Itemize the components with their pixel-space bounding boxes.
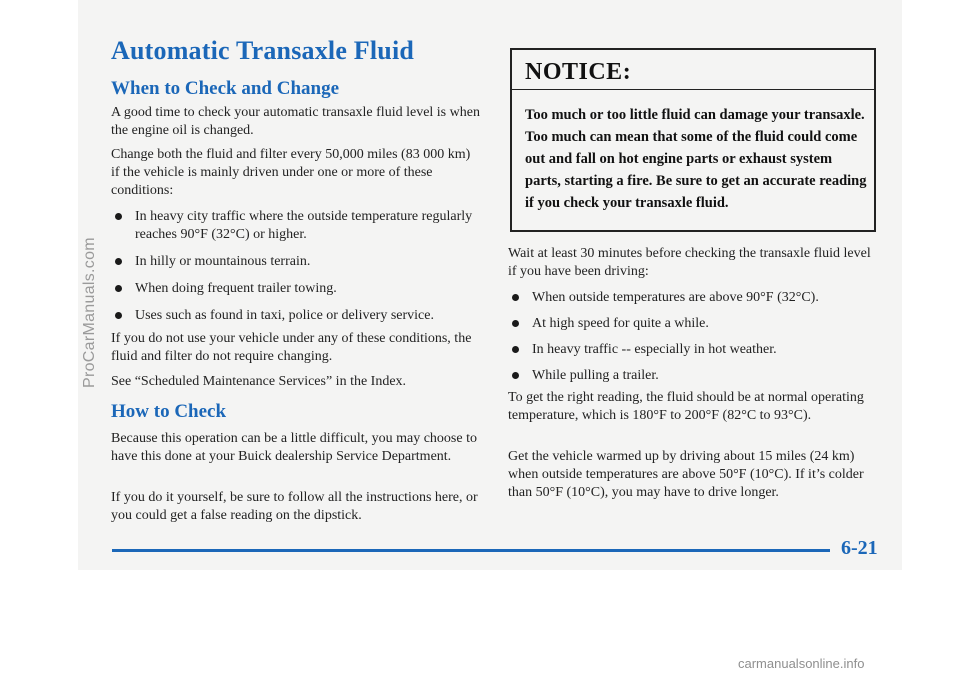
list-item bbox=[111, 253, 483, 271]
bullet-icon bbox=[512, 320, 519, 327]
list-item bbox=[111, 307, 483, 325]
notice-box bbox=[510, 48, 876, 232]
list-item bbox=[508, 289, 880, 307]
notice-title: NOTICE: bbox=[525, 59, 632, 85]
bullet-icon bbox=[115, 312, 122, 319]
left-paragraph-5: Because this operation can be a little difficult, you may choose to have this done at your Buick dealership Service Department. bbox=[111, 431, 477, 464]
page-title: Automatic Transaxle Fluid bbox=[111, 36, 415, 65]
list-item-text: When doing frequent trailer towing. bbox=[135, 281, 337, 296]
left-paragraph-3: If you do not use your vehicle under any of these conditions, the fluid and filter do not require changing. bbox=[111, 331, 472, 364]
list-item bbox=[111, 280, 483, 298]
list-item-text: In heavy traffic -- especially in hot weather. bbox=[532, 342, 777, 357]
side-watermark: ProCarManuals.com bbox=[81, 237, 98, 388]
right-paragraph-3: Get the vehicle warmed up by driving about 15 miles (24 km) when outside temperatures are above 50°F (10°C). If it’s colder than 50°F (10°C), you may have to drive longer. bbox=[508, 449, 864, 500]
bullet-icon bbox=[115, 258, 122, 265]
bullet-icon bbox=[115, 285, 122, 292]
right-paragraph-2: To get the right reading, the fluid should be at normal operating temperature, which is 180°F to 200°F (82°C to 93°C). bbox=[508, 390, 864, 423]
list-item-text: When outside temperatures are above 90°F (32°C). bbox=[532, 290, 819, 305]
page-number: 6-21 bbox=[841, 537, 878, 559]
bullet-icon bbox=[512, 346, 519, 353]
list-item-text: At high speed for quite a while. bbox=[532, 316, 709, 331]
section-heading-when-to-check: When to Check and Change bbox=[111, 78, 340, 99]
footer-watermark: carmanualsonline.info bbox=[738, 656, 865, 671]
left-conditions-list bbox=[111, 208, 483, 325]
footer-rule bbox=[112, 549, 830, 552]
notice-header bbox=[512, 50, 874, 90]
list-item-text: In heavy city traffic where the outside temperature regularly reaches 90°F (32°C) or higher. bbox=[135, 209, 473, 242]
bullet-icon bbox=[512, 372, 519, 379]
list-item-text: In hilly or mountainous terrain. bbox=[135, 254, 311, 269]
notice-body: Too much or too little fluid can damage your transaxle. Too much can mean that some of the fluid could come out and fall on hot engine parts or exhaust system parts, starting a fire. Be sure to get an accurate reading if you check your transaxle fluid. bbox=[525, 107, 867, 211]
bullet-icon bbox=[115, 213, 122, 220]
list-item-text: Uses such as found in taxi, police or delivery service. bbox=[135, 308, 434, 323]
list-item bbox=[508, 341, 880, 359]
list-item bbox=[508, 367, 880, 385]
bullet-icon bbox=[512, 294, 519, 301]
left-paragraph-1: A good time to check your automatic transaxle fluid level is when the engine oil is changed. bbox=[111, 105, 480, 138]
list-item bbox=[111, 208, 483, 244]
list-item-text: While pulling a trailer. bbox=[532, 368, 659, 383]
left-paragraph-4: See “Scheduled Maintenance Services” in the Index. bbox=[111, 374, 407, 389]
right-paragraph-1: Wait at least 30 minutes before checking the transaxle fluid level if you have been driving: bbox=[508, 246, 871, 279]
section-heading-how-to-check: How to Check bbox=[111, 401, 227, 422]
right-conditions-list bbox=[508, 289, 880, 385]
left-paragraph-6: If you do it yourself, be sure to follow all the instructions here, or you could get a false reading on the dipstick. bbox=[111, 490, 478, 523]
left-paragraph-2: Change both the fluid and filter every 50,000 miles (83 000 km) if the vehicle is mainly driven under one or more of these conditions: bbox=[111, 147, 471, 198]
list-item bbox=[508, 315, 880, 333]
